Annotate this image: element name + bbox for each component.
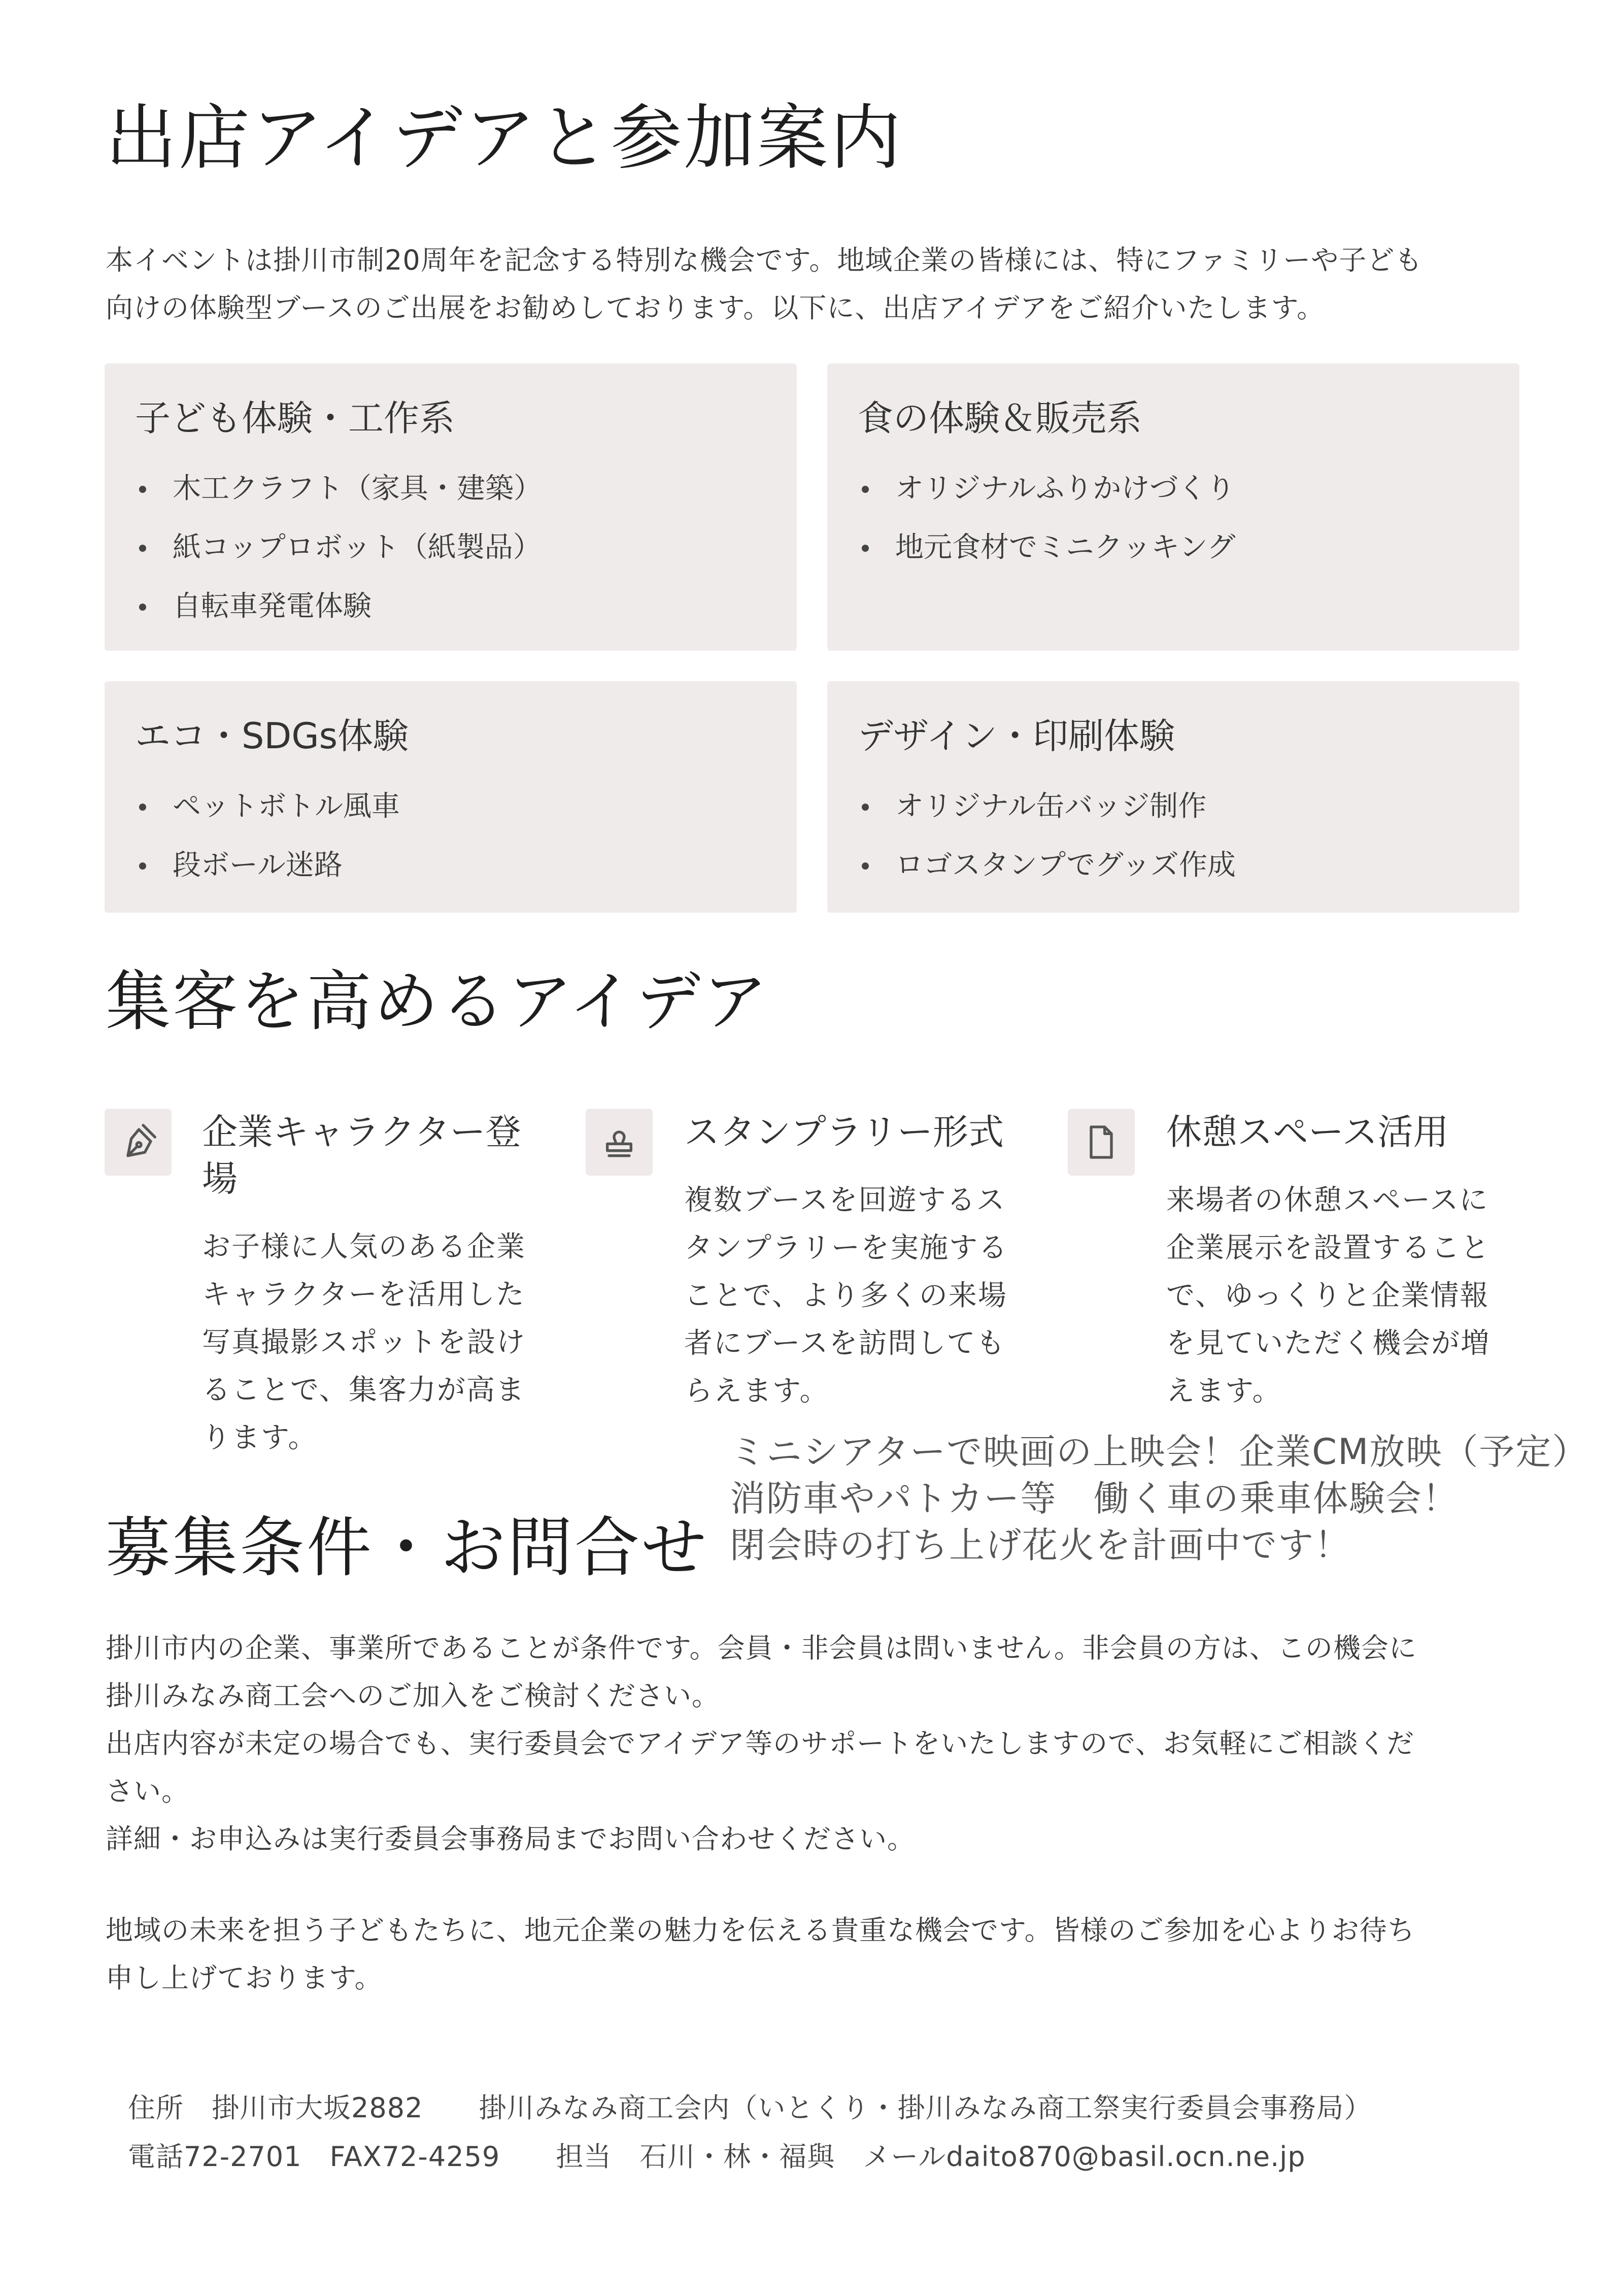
pen-icon [105,1109,172,1176]
card-title: 子ども体験・工作系 [135,397,455,439]
footer-contact: 電話72-2701 FAX72-4259 担当 石川・林・福與 メールdaito870@basil.ocn.ne.jp [128,2141,1306,2173]
list-item: 紙コップロボット（紙製品） [135,518,766,577]
idea-card-food [827,363,1519,651]
list-item: 段ボール迷路 [135,836,766,895]
stamp-icon [586,1109,653,1176]
card-list [858,777,1489,895]
idea-text-line: お子様に人気のある企業 [202,1230,526,1263]
conditions-line: 出店内容が未定の場合でも、実行委員会でアイデア等のサポートをいたしますので、お気軽にご相談くだ [106,1727,1415,1759]
idea-title-line: スタンプラリー形式 [684,1111,1004,1153]
conditions-line: 掛川市内の企業、事業所であることが条件です。会員・非会員は問いません。非会員の方は、この機会に [106,1632,1417,1664]
idea-text-line: ことで、より多くの来場 [684,1279,1007,1312]
intro-paragraph [106,237,1527,332]
idea-text-line: 企業展示を設置すること [1166,1232,1490,1265]
card-title: デザイン・印刷体験 [858,715,1175,757]
conditions-line: 掛川みなみ商工会へのご加入をご検討ください。 [106,1680,720,1712]
conditions-line: さい。 [106,1775,189,1807]
page-title: 出店アイデアと参加案内 [106,97,903,180]
idea-text-line: ることで、集客力が高ま [202,1374,525,1407]
idea-text-line: ります。 [202,1421,318,1454]
card-list [135,777,766,895]
idea-text-stamp-rally [684,1177,1029,1415]
idea-text-line: らえます。 [684,1375,829,1408]
card-list [858,459,1489,577]
promo-line: 閉会時の打ち上げ花火を計画中です！ [730,1524,1351,1566]
closing-line: 申し上げております。 [106,1962,383,1994]
section-title-conditions: 募集条件・お問合せ [106,1510,709,1586]
idea-title-character [202,1109,537,1202]
list-item: 木工クラフト（家具・建築） [135,459,766,518]
idea-text-rest-space [1166,1177,1511,1415]
idea-title-rest-space [1166,1109,1521,1155]
card-list [135,459,766,636]
promo-line: ミニシアターで映画の上映会！企業CM放映（予定） [730,1431,1589,1473]
closing-paragraph [106,1907,1527,2002]
promo-line: 消防車やパトカー等 働く車の乗車体験会！ [730,1478,1459,1519]
idea-text-line: 写真撮影スポットを設け [202,1326,526,1359]
footer-address: 住所 掛川市大坂2882 掛川みなみ商工会内（いとくり・掛川みなみ商工祭実行委員会事務局） [128,2092,1372,2124]
idea-card-design [827,681,1519,913]
idea-text-line: キャラクターを活用した [202,1278,525,1311]
document-icon [1068,1109,1135,1176]
list-item: ペットボトル風車 [135,777,766,836]
idea-card-eco [105,681,797,913]
idea-title-line: 企業キャラクター登 [202,1111,521,1153]
list-item: ロゴスタンプでグッズ作成 [858,836,1489,895]
section-title-attract: 集客を高めるアイデア [106,964,770,1040]
intro-line: 本イベントは掛川市制20周年を記念する特別な機会です。地域企業の皆様には、特にファミリーや子ども [106,244,1423,276]
promo-block [730,1428,1588,1569]
idea-title-line: 場 [202,1158,238,1200]
idea-text-line: で、ゆっくりと企業情報 [1166,1279,1490,1312]
idea-text-line: 複数ブースを回遊するス [684,1184,1006,1217]
idea-title-line: 休憩スペース活用 [1166,1111,1449,1153]
idea-text-line: えます。 [1166,1375,1282,1408]
list-item: オリジナルふりかけづくり [858,459,1489,518]
list-item: 自転車発電体験 [135,577,766,636]
idea-text-line: 来場者の休憩スペースに [1166,1184,1489,1217]
card-title: 食の体験＆販売系 [858,397,1142,439]
idea-title-stamp-rally [684,1109,1039,1155]
list-item: 地元食材でミニクッキング [858,518,1489,577]
list-item: オリジナル缶バッジ制作 [858,777,1489,836]
card-title: エコ・SDGs体験 [135,715,409,757]
closing-line: 地域の未来を担う子どもたちに、地元企業の魅力を伝える貴重な機会です。皆様のご参加を心よりお待ち [106,1914,1415,1946]
conditions-line: 詳細・お申込みは実行委員会事務局までお問い合わせください。 [106,1823,915,1855]
idea-text-line: 者にブースを訪問しても [684,1327,1006,1360]
idea-text-line: タンプラリーを実施する [684,1232,1008,1265]
conditions-paragraph [106,1624,1527,1863]
idea-text-line: を見ていただく機会が増 [1166,1327,1490,1360]
idea-text-character [202,1223,547,1462]
intro-line: 向けの体験型ブースのご出展をお勧めしております。以下に、出店アイデアをご紹介いたします。 [106,292,1325,324]
idea-card-craft [105,363,797,651]
